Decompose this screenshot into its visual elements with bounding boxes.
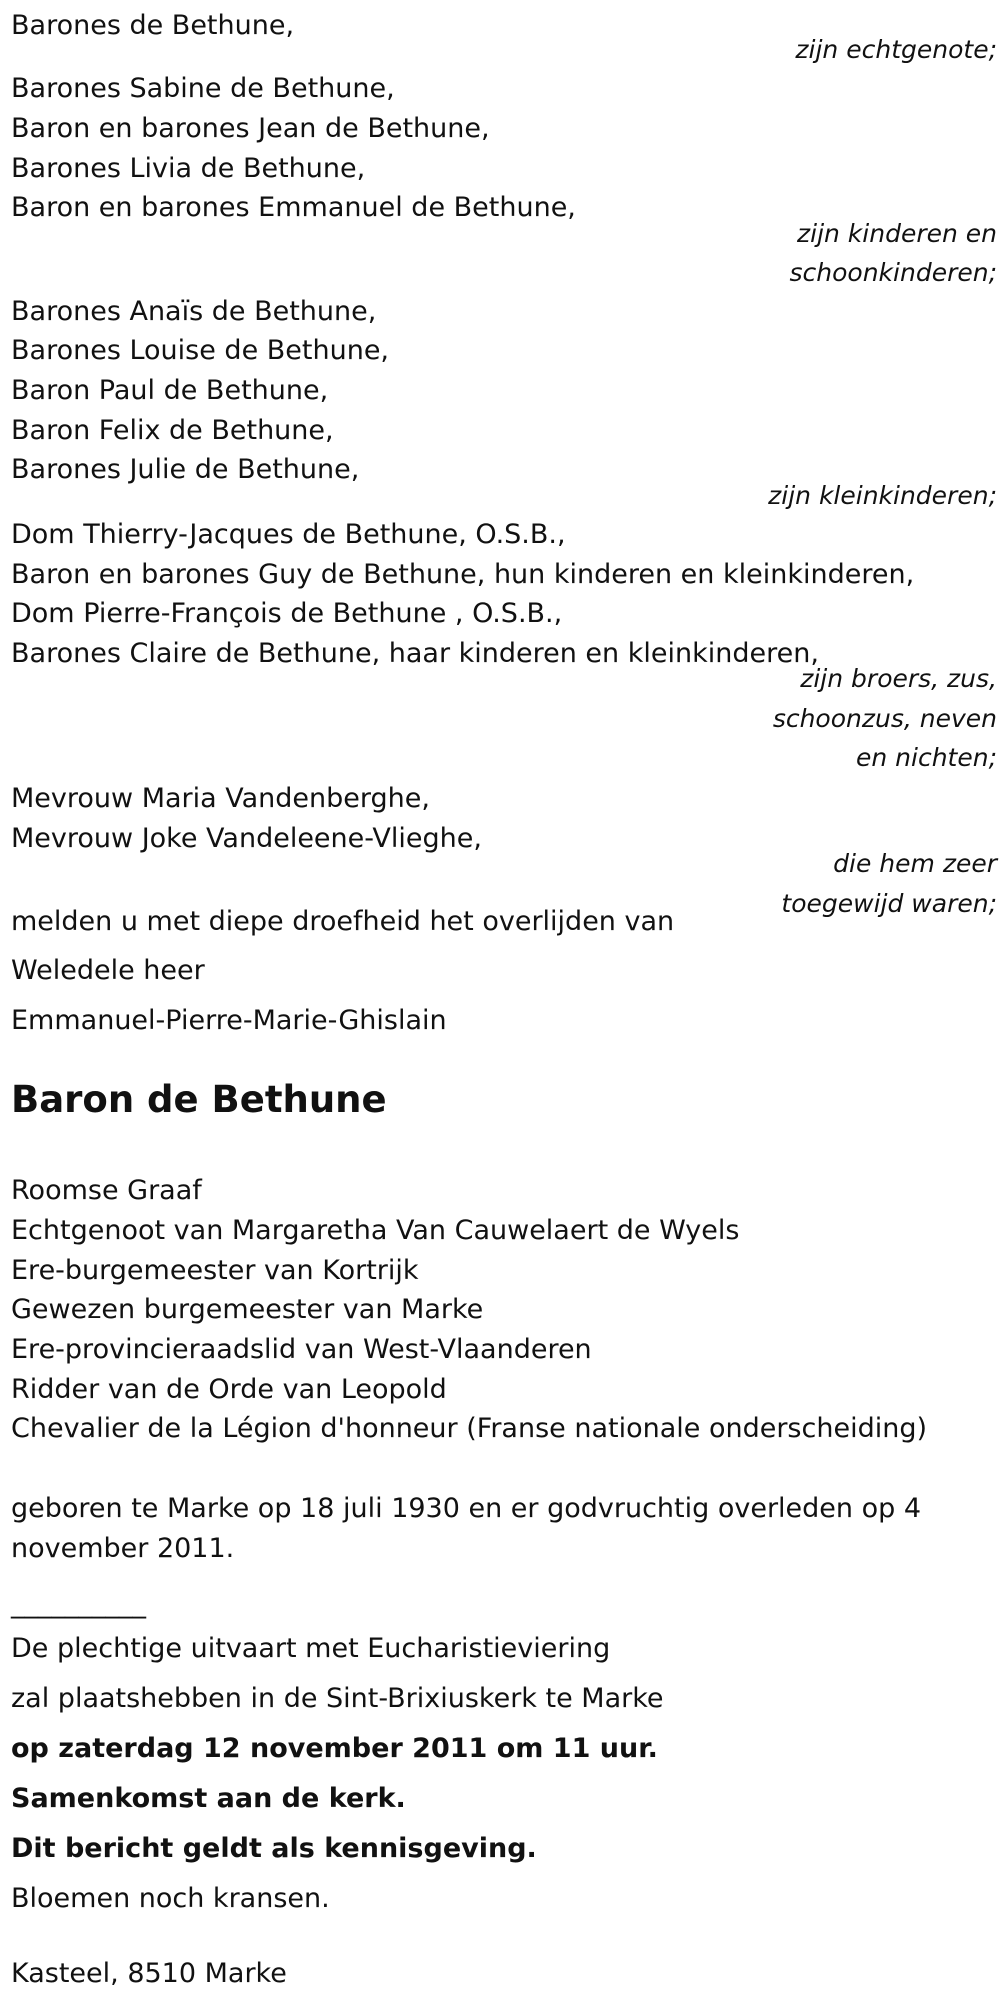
notice-statement: Dit bericht geldt als kennisgeving. (11, 1833, 537, 1864)
separator: __________ (11, 1588, 146, 1619)
deceased-title: Ridder van de Orde van Leopold (11, 1374, 447, 1405)
announcement-honorific: Weledele heer (11, 955, 205, 986)
deceased-title: Ere-burgemeester van Kortrijk (11, 1255, 419, 1286)
funeral-location: zal plaatshebben in de Sint-Brixiuskerk te Marke (11, 1683, 664, 1714)
birth-death-text: november 2011. (11, 1533, 235, 1564)
siblings-relation: schoonzus, neven (772, 704, 997, 733)
deceased-title: Chevalier de la Légion d'honneur (Franse nationale onderscheiding) (11, 1413, 927, 1444)
deceased-title: Echtgenoot van Margaretha Van Cauwelaert de Wyels (11, 1215, 740, 1246)
child-name: Barones Livia de Bethune, (11, 153, 366, 184)
flowers-note: Bloemen noch kransen. (11, 1883, 330, 1914)
children-relation: schoonkinderen; (789, 258, 997, 287)
grandchild-name: Baron Felix de Bethune, (11, 415, 334, 446)
funeral-text: De plechtige uitvaart met Eucharistieviering (11, 1633, 611, 1664)
child-name: Barones Sabine de Bethune, (11, 73, 395, 104)
birth-death-text: geboren te Marke op 18 juli 1930 en er godvruchtig overleden op 4 (11, 1493, 922, 1524)
deceased-given-names: Emmanuel-Pierre-Marie-Ghislain (11, 1005, 447, 1036)
grandchild-name: Barones Louise de Bethune, (11, 335, 390, 366)
sibling-name: Baron en barones Guy de Bethune, hun kinderen en kleinkinderen, (11, 559, 915, 590)
sibling-name: Barones Claire de Bethune, haar kinderen en kleinkinderen, (11, 638, 819, 669)
deceased-title: Ere-provincieraadslid van West-Vlaanderen (11, 1334, 592, 1365)
address: Kasteel, 8510 Marke (11, 1958, 287, 1989)
grandchildren-relation: zijn kleinkinderen; (768, 481, 997, 510)
child-name: Baron en barones Jean de Bethune, (11, 113, 490, 144)
deceased-title: Roomse Graaf (11, 1175, 202, 1206)
funeral-date: op zaterdag 12 november 2011 om 11 uur. (11, 1733, 658, 1764)
devoted-name: Mevrouw Joke Vandeleene-Vlieghe, (11, 823, 482, 854)
deceased-title: Gewezen burgemeester van Marke (11, 1294, 484, 1325)
spouse-relation: zijn echtgenote; (795, 35, 997, 64)
grandchild-name: Barones Anaïs de Bethune, (11, 296, 377, 327)
sibling-name: Dom Thierry-Jacques de Bethune, O.S.B., (11, 519, 566, 550)
devoted-relation: toegewijd waren; (781, 889, 997, 918)
siblings-relation: en nichten; (855, 743, 997, 772)
funeral-gathering: Samenkomst aan de kerk. (11, 1783, 406, 1814)
child-name: Baron en barones Emmanuel de Bethune, (11, 192, 576, 223)
children-relation: zijn kinderen en (797, 219, 997, 248)
grandchild-name: Barones Julie de Bethune, (11, 454, 360, 485)
devoted-relation: die hem zeer (833, 849, 997, 878)
grandchild-name: Baron Paul de Bethune, (11, 375, 329, 406)
devoted-name: Mevrouw Maria Vandenberghe, (11, 783, 430, 814)
siblings-relation: zijn broers, zus, (800, 664, 997, 693)
sibling-name: Dom Pierre-François de Bethune , O.S.B., (11, 598, 563, 629)
deceased-name: Baron de Bethune (11, 1078, 387, 1121)
spouse-name: Barones de Bethune, (11, 10, 295, 41)
announcement-intro: melden u met diepe droefheid het overlijden van (11, 906, 675, 937)
